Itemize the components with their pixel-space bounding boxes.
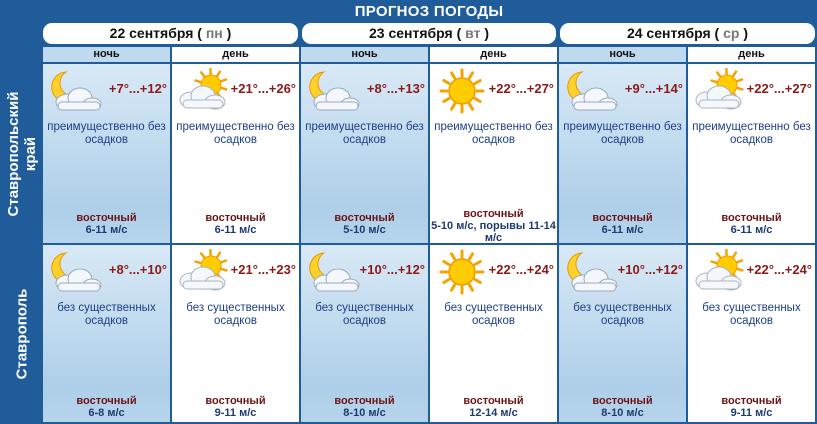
precipitation-description: преимущественно без осадков [305, 121, 424, 146]
wind-direction: восточный [592, 212, 653, 224]
sun-cloud-icon [175, 249, 233, 295]
wind-speed: 8-10 м/с [343, 407, 386, 419]
forecast-cell [688, 245, 815, 422]
date-header-day1: 22 сентября ( пн ) [43, 23, 298, 44]
temperature-range: +22°...+24° [488, 262, 554, 277]
sun-cloud-icon [691, 249, 749, 295]
precipitation-description: преимущественно без осадков [47, 121, 166, 146]
wind-info [43, 212, 170, 236]
temperature-range: +8°...+10° [108, 262, 167, 277]
wind-info [43, 395, 170, 419]
wind-info [559, 395, 686, 419]
moon-cloud-icon [46, 68, 104, 114]
wind-speed: 6-11 м/с [85, 224, 128, 236]
wind-info [688, 212, 815, 236]
wind-speed: 6-11 м/с [730, 224, 773, 236]
date-label: 22 сентября [109, 25, 194, 41]
precipitation-description: без существенных осадков [444, 302, 543, 327]
date-label: 23 сентября [369, 25, 453, 41]
temperature-range: +7°...+12° [108, 81, 167, 96]
precipitation-description: без существенных осадков [315, 302, 414, 327]
wind-direction: восточный [205, 395, 266, 407]
wind-info [172, 395, 299, 419]
date-header-day2: 23 сентября ( вт ) [302, 23, 556, 44]
weekday-label: ср [723, 25, 740, 41]
forecast-cell [43, 64, 170, 243]
temperature-range: +22°...+27° [746, 81, 812, 96]
precipitation-description: преимущественно без осадков [563, 121, 682, 146]
wind-speed: 5-10 м/с, порывы 11-14 м/с [431, 220, 556, 243]
wind-info [559, 212, 686, 236]
wind-direction: восточный [76, 212, 137, 224]
forecast-cell [301, 64, 428, 243]
moon-cloud-icon [562, 249, 620, 295]
temperature-range: +22°...+24° [746, 262, 812, 277]
wind-info [301, 212, 428, 236]
period-night-label: ночь [43, 47, 170, 62]
forecast-cell [301, 245, 428, 422]
moon-cloud-icon [562, 68, 620, 114]
temperature-range: +8°...+13° [366, 81, 425, 96]
wind-direction: восточный [721, 395, 782, 407]
sun-icon [433, 68, 491, 114]
precipitation-description: без существенных осадков [57, 302, 156, 327]
period-night-label: ночь [559, 47, 686, 62]
wind-speed: 12-14 м/с [469, 407, 518, 419]
wind-info [430, 395, 557, 419]
temperature-range: +10°...+12° [359, 262, 425, 277]
precipitation-description: без существенных осадков [702, 302, 801, 327]
moon-cloud-icon [304, 68, 362, 114]
date-label: 24 сентября [626, 25, 711, 41]
date-header-day3: 24 сентября ( ср ) [560, 23, 815, 44]
wind-speed: 6-8 м/с [88, 407, 125, 419]
precipitation-description: преимущественно без осадков [692, 121, 811, 146]
wind-speed: 9-11 м/с [214, 407, 257, 419]
weekday-label: вт [465, 25, 481, 41]
period-day-label: день [430, 47, 557, 62]
temperature-range: +9°...+14° [624, 81, 683, 96]
forecast-cell [172, 64, 299, 243]
forecast-cell [559, 245, 686, 422]
wind-speed: 8-10 м/с [601, 407, 644, 419]
wind-direction: восточный [205, 212, 266, 224]
period-day-label: день [172, 47, 299, 62]
forecast-cell [172, 245, 299, 422]
wind-speed: 5-10 м/с [343, 224, 386, 236]
sun-cloud-icon [691, 68, 749, 114]
row-label-city [2, 245, 42, 422]
forecast-title: ПРОГНОЗ ПОГОДЫ [43, 2, 815, 22]
period-night-label: ночь [301, 47, 428, 62]
wind-info [430, 208, 557, 243]
wind-direction: восточный [334, 395, 395, 407]
wind-speed: 6-11 м/с [214, 224, 257, 236]
wind-direction: восточный [463, 208, 524, 220]
moon-cloud-icon [304, 249, 362, 295]
wind-info [301, 395, 428, 419]
temperature-range: +21°...+23° [230, 262, 296, 277]
forecast-cell [43, 245, 170, 422]
region-label: Ставропольский край [5, 91, 39, 216]
wind-direction: восточный [76, 395, 137, 407]
forecast-cell [430, 245, 557, 422]
moon-cloud-icon [46, 249, 104, 295]
forecast-cell [430, 64, 557, 243]
temperature-range: +21°...+26° [230, 81, 296, 96]
precipitation-description: без существенных осадков [573, 302, 672, 327]
wind-info [172, 212, 299, 236]
forecast-cell [688, 64, 815, 243]
sun-icon [433, 249, 491, 295]
period-day-label: день [688, 47, 815, 62]
wind-direction: восточный [592, 395, 653, 407]
wind-direction: восточный [334, 212, 395, 224]
city-label: Ставрополь [13, 288, 31, 379]
wind-direction: восточный [721, 212, 782, 224]
precipitation-description: преимущественно без осадков [434, 121, 553, 146]
wind-speed: 9-11 м/с [730, 407, 773, 419]
wind-speed: 6-11 м/с [601, 224, 644, 236]
sun-cloud-icon [175, 68, 233, 114]
wind-info [688, 395, 815, 419]
temperature-range: +10°...+12° [617, 262, 683, 277]
precipitation-description: преимущественно без осадков [176, 121, 295, 146]
temperature-range: +22°...+27° [488, 81, 554, 96]
wind-direction: восточный [463, 395, 524, 407]
row-label-region [2, 64, 42, 243]
weekday-label: пн [205, 25, 223, 41]
forecast-cell [559, 64, 686, 243]
precipitation-description: без существенных осадков [186, 302, 285, 327]
